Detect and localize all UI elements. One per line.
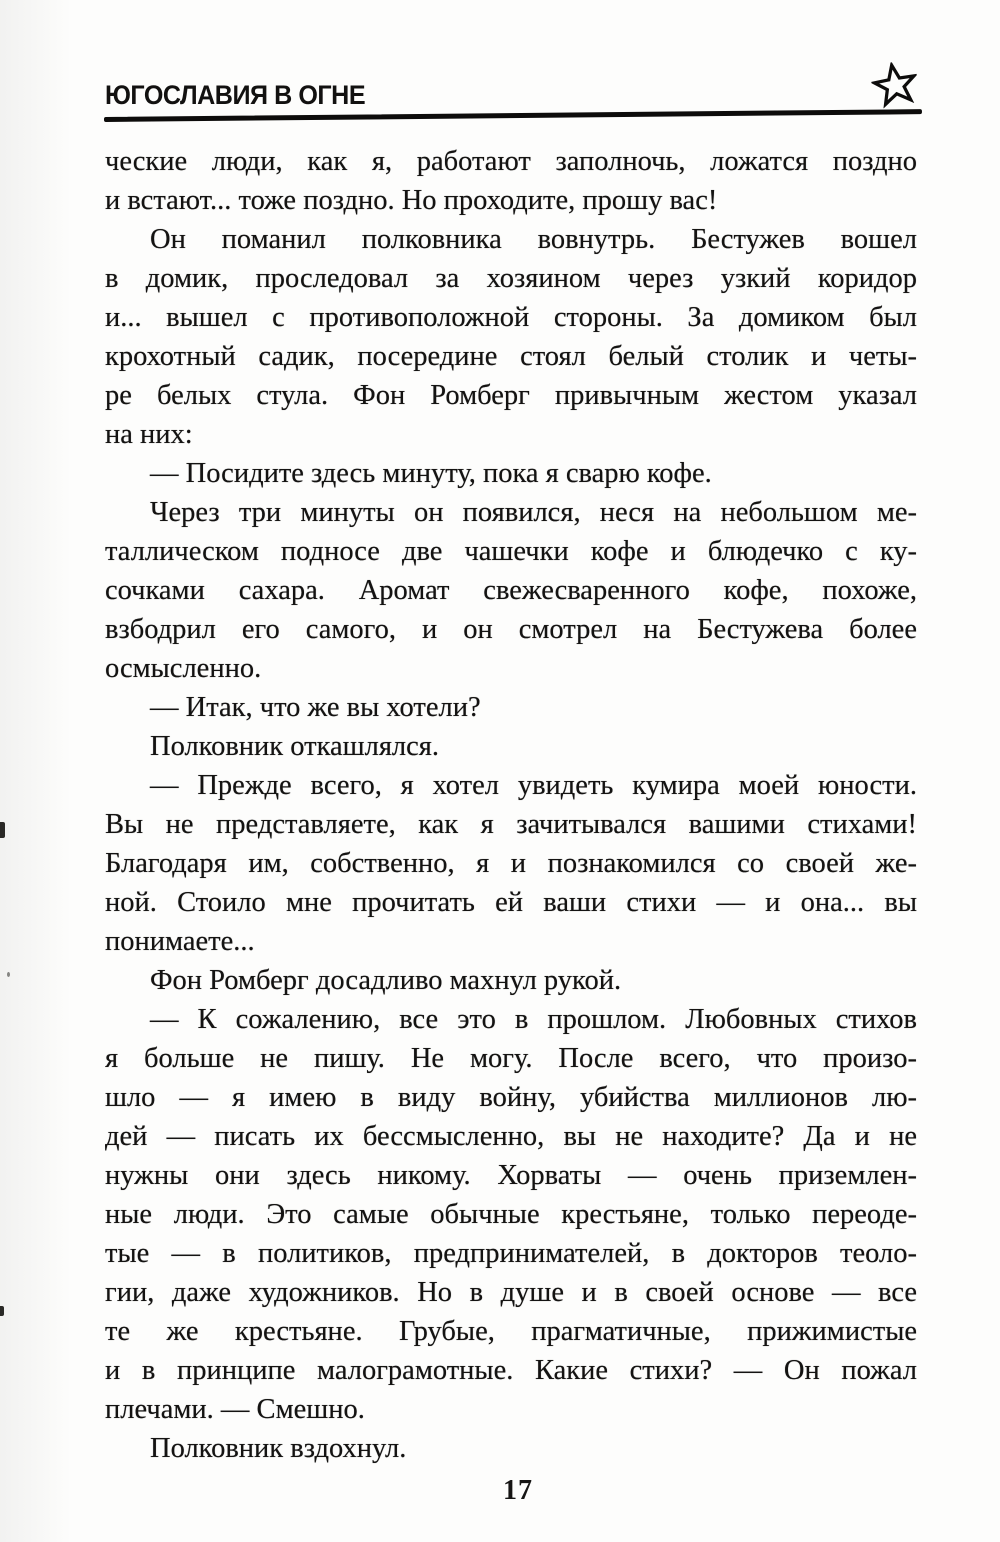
text-line: плечами. — Смешно. (105, 1394, 365, 1425)
text-line: на них: (105, 419, 193, 450)
text-line: взбодрил его самого, и он смотрел на Бестужева более (105, 614, 917, 645)
text-line: крохотный садик, посередине стоял белый столик и четы- (105, 341, 917, 372)
text-line: понимаете... (105, 926, 255, 957)
scan-artifact (7, 972, 10, 977)
text-line: и в принципе малограмотные. Какие стихи? — Он пожал (105, 1355, 917, 1386)
text-line: таллическом подносе две чашечки кофе и блюдечко с ку- (105, 536, 917, 567)
body-text (105, 142, 917, 1468)
text-line: я больше не пишу. Не могу. После всего, что произо- (105, 1043, 917, 1074)
text-line: ные люди. Это самые обычные крестьяне, только переоде- (105, 1199, 917, 1230)
text-line: и встают... тоже поздно. Но проходите, прошу вас! (105, 185, 718, 216)
text-line: ческие люди, как я, работают заполночь, ложатся поздно (105, 146, 917, 177)
page-number: 17 (503, 1475, 533, 1506)
scan-artifact (0, 1306, 4, 1316)
text-line: гии, даже художников. Но в душе и в своей основе — все (105, 1277, 917, 1308)
text-line: те же крестьяне. Грубые, прагматичные, прижимистые (105, 1316, 917, 1347)
star-icon (869, 58, 922, 109)
text-line: Полковник откашлялся. (150, 731, 440, 762)
text-line: в домик, проследовал за хозяином через узкий коридор (105, 263, 917, 294)
text-line: нужны они здесь никому. Хорваты — очень приземлен- (105, 1160, 917, 1191)
text-line: — Посидите здесь минуту, пока я сварю кофе. (150, 458, 712, 489)
text-line: Вы не представляете, как я зачитывался вашими стихами! (105, 809, 917, 840)
text-line: дей — писать их бессмысленно, вы не находите? Да и не (105, 1121, 917, 1152)
text-line: — Прежде всего, я хотел увидеть кумира моей юности. (150, 770, 917, 801)
text-line: шло — я имею в виду войну, убийства миллионов лю- (105, 1082, 917, 1113)
scan-artifact (0, 822, 5, 838)
text-line: сочками сахара. Аромат свежесваренного кофе, похоже, (105, 575, 917, 606)
text-line: ре белых стула. Фон Ромберг привычным жестом указал (105, 380, 917, 411)
text-line: ной. Стоило мне прочитать ей ваши стихи — и она... вы (105, 887, 917, 918)
header-rule (104, 109, 922, 122)
text-line: Полковник вздохнул. (150, 1433, 407, 1464)
text-line: тые — в политиков, предпринимателей, в докторов теоло- (105, 1238, 917, 1269)
text-line: — К сожалению, все это в прошлом. Любовных стихов (150, 1004, 917, 1035)
text-line: осмысленно. (105, 653, 262, 684)
text-line: Благодаря им, собственно, я и познакомился со своей же- (105, 848, 917, 879)
text-line: Через три минуты он появился, неся на небольшом ме- (150, 497, 917, 528)
text-line: Он поманил полковника вовнутрь. Бестужев вошел (150, 224, 917, 255)
text-line: Фон Ромберг досадливо махнул рукой. (150, 965, 622, 996)
running-header-title: ЮГОСЛАВИЯ В ОГНЕ (105, 80, 366, 110)
text-line: и... вышел с противоположной стороны. За домиком был (105, 302, 917, 333)
text-line: — Итак, что же вы хотели? (150, 692, 481, 723)
